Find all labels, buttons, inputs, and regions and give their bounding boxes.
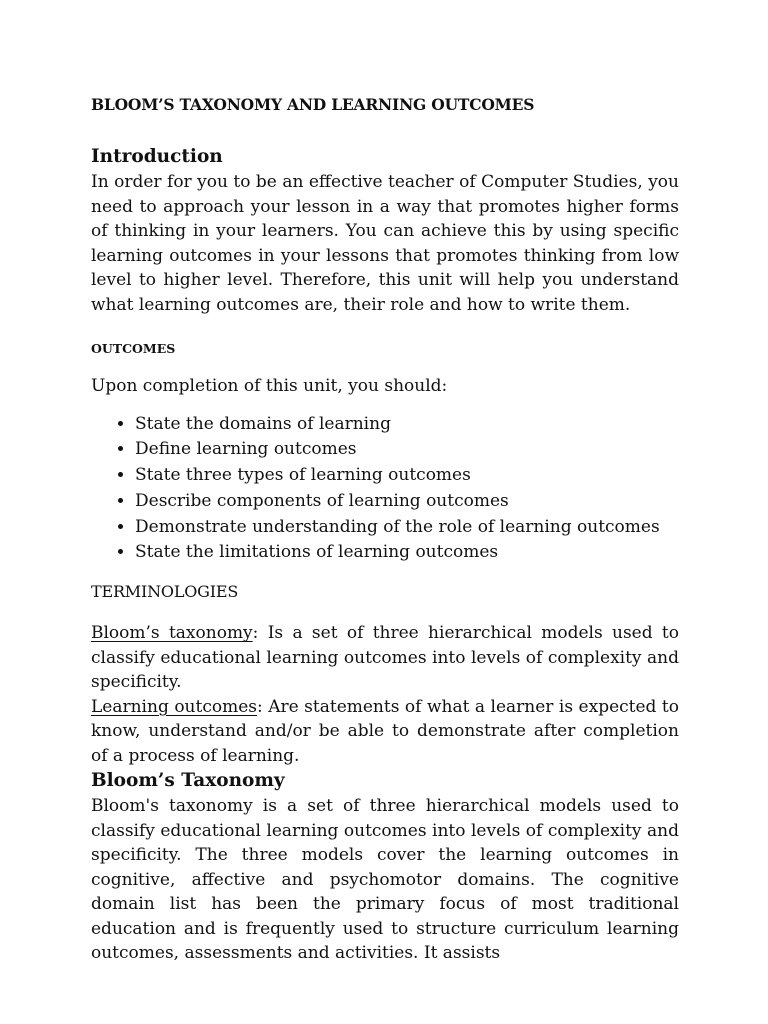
list-item: • State three types of learning outcomes <box>135 463 679 489</box>
blooms-taxonomy-heading: Bloom’s Taxonomy <box>91 770 285 792</box>
blooms-taxonomy-paragraph: Bloom's taxonomy is a set of three hierarchical models used to classify educational learning outcomes into levels of complexity and specificity. The three models cover the learning outcomes in cognitive, affective and psychomotor domains. The cognitive domain list has been the primary focus of most traditional education and is frequently used to structure curriculum learning outcomes, assessments and activities. It assists <box>91 796 679 964</box>
definition-text: : Are statements of what a learner is expected to know, understand and/or be able to demonstrate after completion of a process of learning. <box>91 696 679 766</box>
document-title: BLOOM’S TAXONOMY AND LEARNING OUTCOMES <box>91 95 535 114</box>
list-item: • State the limitations of learning outcomes <box>135 540 679 566</box>
definition-learning-outcomes <box>91 695 679 769</box>
definition-text: : Is a set of three hierarchical models used to classify educational learning outcomes into levels of complexity and specificity. <box>91 623 679 693</box>
outcomes-heading: OUTCOMES <box>91 341 176 356</box>
introduction-heading: Introduction <box>91 146 223 167</box>
term-blooms-taxonomy: Bloom’s taxonomy <box>91 623 253 644</box>
outcomes-lead: Upon completion of this unit, you should: <box>91 376 448 396</box>
introduction-paragraph: In order for you to be an effective teacher of Computer Studies, you need to approach your lesson in a way that promotes higher forms of thinking in your learners. You can achieve this by using specific learning outcomes in your lessons that promotes thinking from low level to higher level. Therefore, this unit will help you understand what learning outcomes are, their role and how to write them. <box>91 172 679 315</box>
list-item: • State the domains of learning <box>135 412 679 438</box>
list-item: • Define learning outcomes <box>135 437 679 463</box>
list-item: • Demonstrate understanding of the role of learning outcomes <box>135 515 679 541</box>
terminologies-heading: TERMINOLOGIES <box>91 582 239 602</box>
definition-blooms-taxonomy <box>91 621 679 695</box>
term-learning-outcomes: Learning outcomes <box>91 696 257 717</box>
outcomes-list <box>91 412 679 567</box>
list-item: • Describe components of learning outcomes <box>135 489 679 515</box>
document-body <box>91 93 679 966</box>
